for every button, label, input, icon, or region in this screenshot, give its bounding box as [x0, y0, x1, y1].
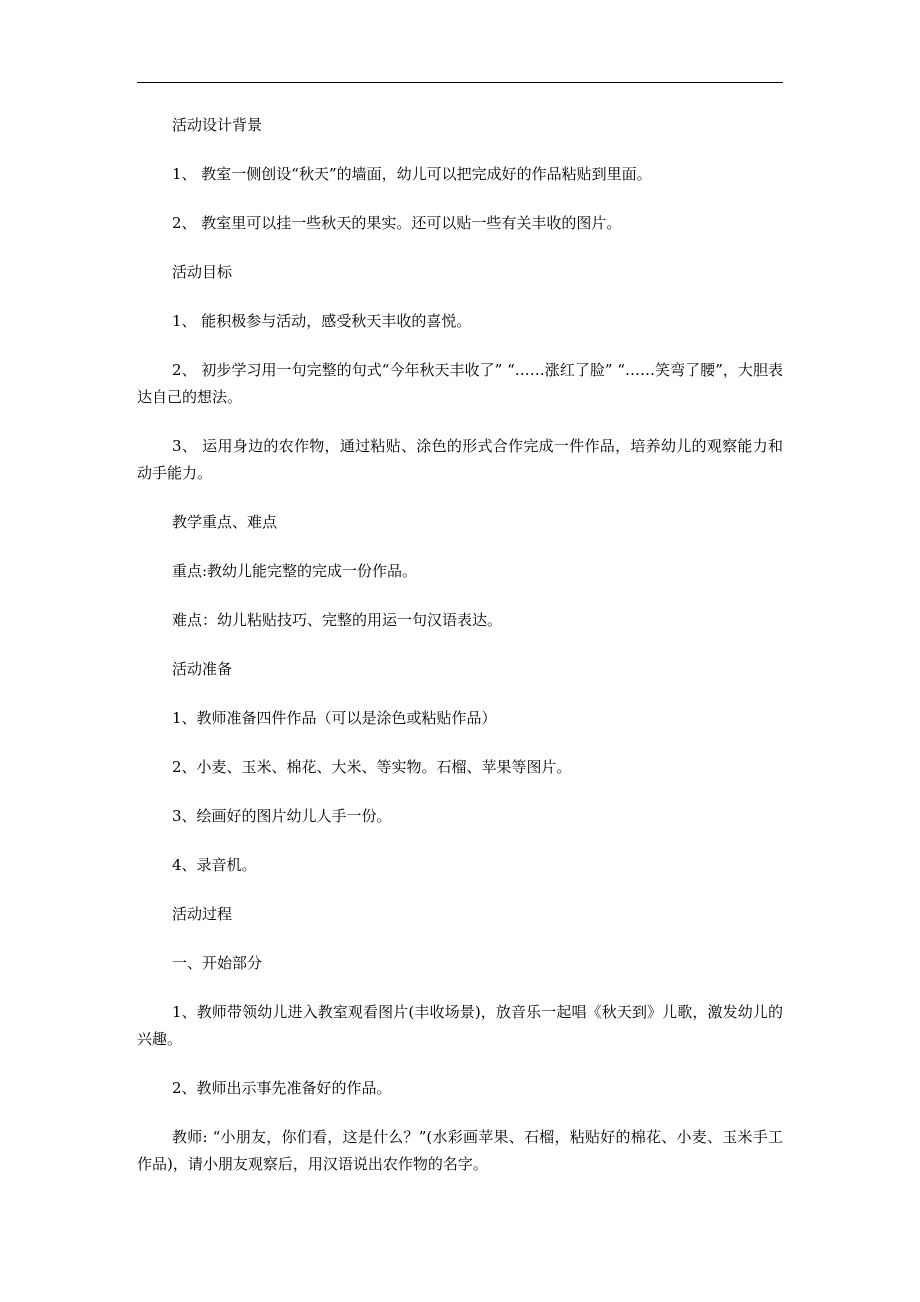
process-step-1: 1、教师带领幼儿进入教室观看图片(丰收场景)，放音乐一起唱《秋天到》儿歌，激发幼儿的兴趣。 — [137, 1003, 783, 1048]
teacher-dialogue: 教师: “小朋友，你们看，这是什么？”(水彩画苹果、石榴，粘贴好的棉花、小麦、玉米手工作品)，请小朋友观察后，用汉语说出农作物的名字。 — [137, 1128, 783, 1173]
background-item-2: 2、 教室里可以挂一些秋天的果实。还可以贴一些有关丰收的图片。 — [172, 214, 622, 232]
section-heading-process: 活动过程 — [172, 905, 233, 923]
goal-item-2: 2、 初步学习用一句完整的句式“今年秋天丰收了” “……涨红了脸” “……笑弯了腰”，大胆表达自己的想法。 — [137, 361, 783, 406]
background-item-1: 1、 教室一侧创设“秋天”的墙面，幼儿可以把完成好的作品粘贴到里面。 — [172, 165, 652, 183]
goal-item-3: 3、 运用身边的农作物，通过粘贴、涂色的形式合作完成一件作品，培养幼儿的观察能力和动手能力。 — [137, 437, 783, 482]
section-heading-preparation: 活动准备 — [172, 660, 233, 678]
preparation-item-3: 3、绘画好的图片幼儿人手一份。 — [172, 807, 392, 825]
process-part-1-heading: 一、开始部分 — [172, 954, 263, 972]
difficult-point: 难点：幼儿粘贴技巧、完整的用运一句汉语表达。 — [172, 611, 503, 629]
preparation-item-2: 2、小麦、玉米、棉花、大米、等实物。石榴、苹果等图片。 — [172, 758, 572, 776]
goal-item-1: 1、 能积极参与活动，感受秋天丰收的喜悦。 — [172, 312, 472, 330]
section-heading-goals: 活动目标 — [172, 263, 233, 281]
section-heading-key-points: 教学重点、难点 — [172, 513, 278, 531]
process-step-2: 2、教师出示事先准备好的作品。 — [172, 1079, 392, 1097]
key-point: 重点:教幼儿能完整的完成一份作品。 — [172, 562, 418, 580]
preparation-item-4: 4、录音机。 — [172, 856, 257, 874]
header-rule — [137, 82, 783, 83]
section-heading-background: 活动设计背景 — [172, 116, 263, 134]
preparation-item-1: 1、教师准备四件作品（可以是涂色或粘贴作品） — [172, 709, 497, 727]
document-body — [137, 112, 783, 1178]
